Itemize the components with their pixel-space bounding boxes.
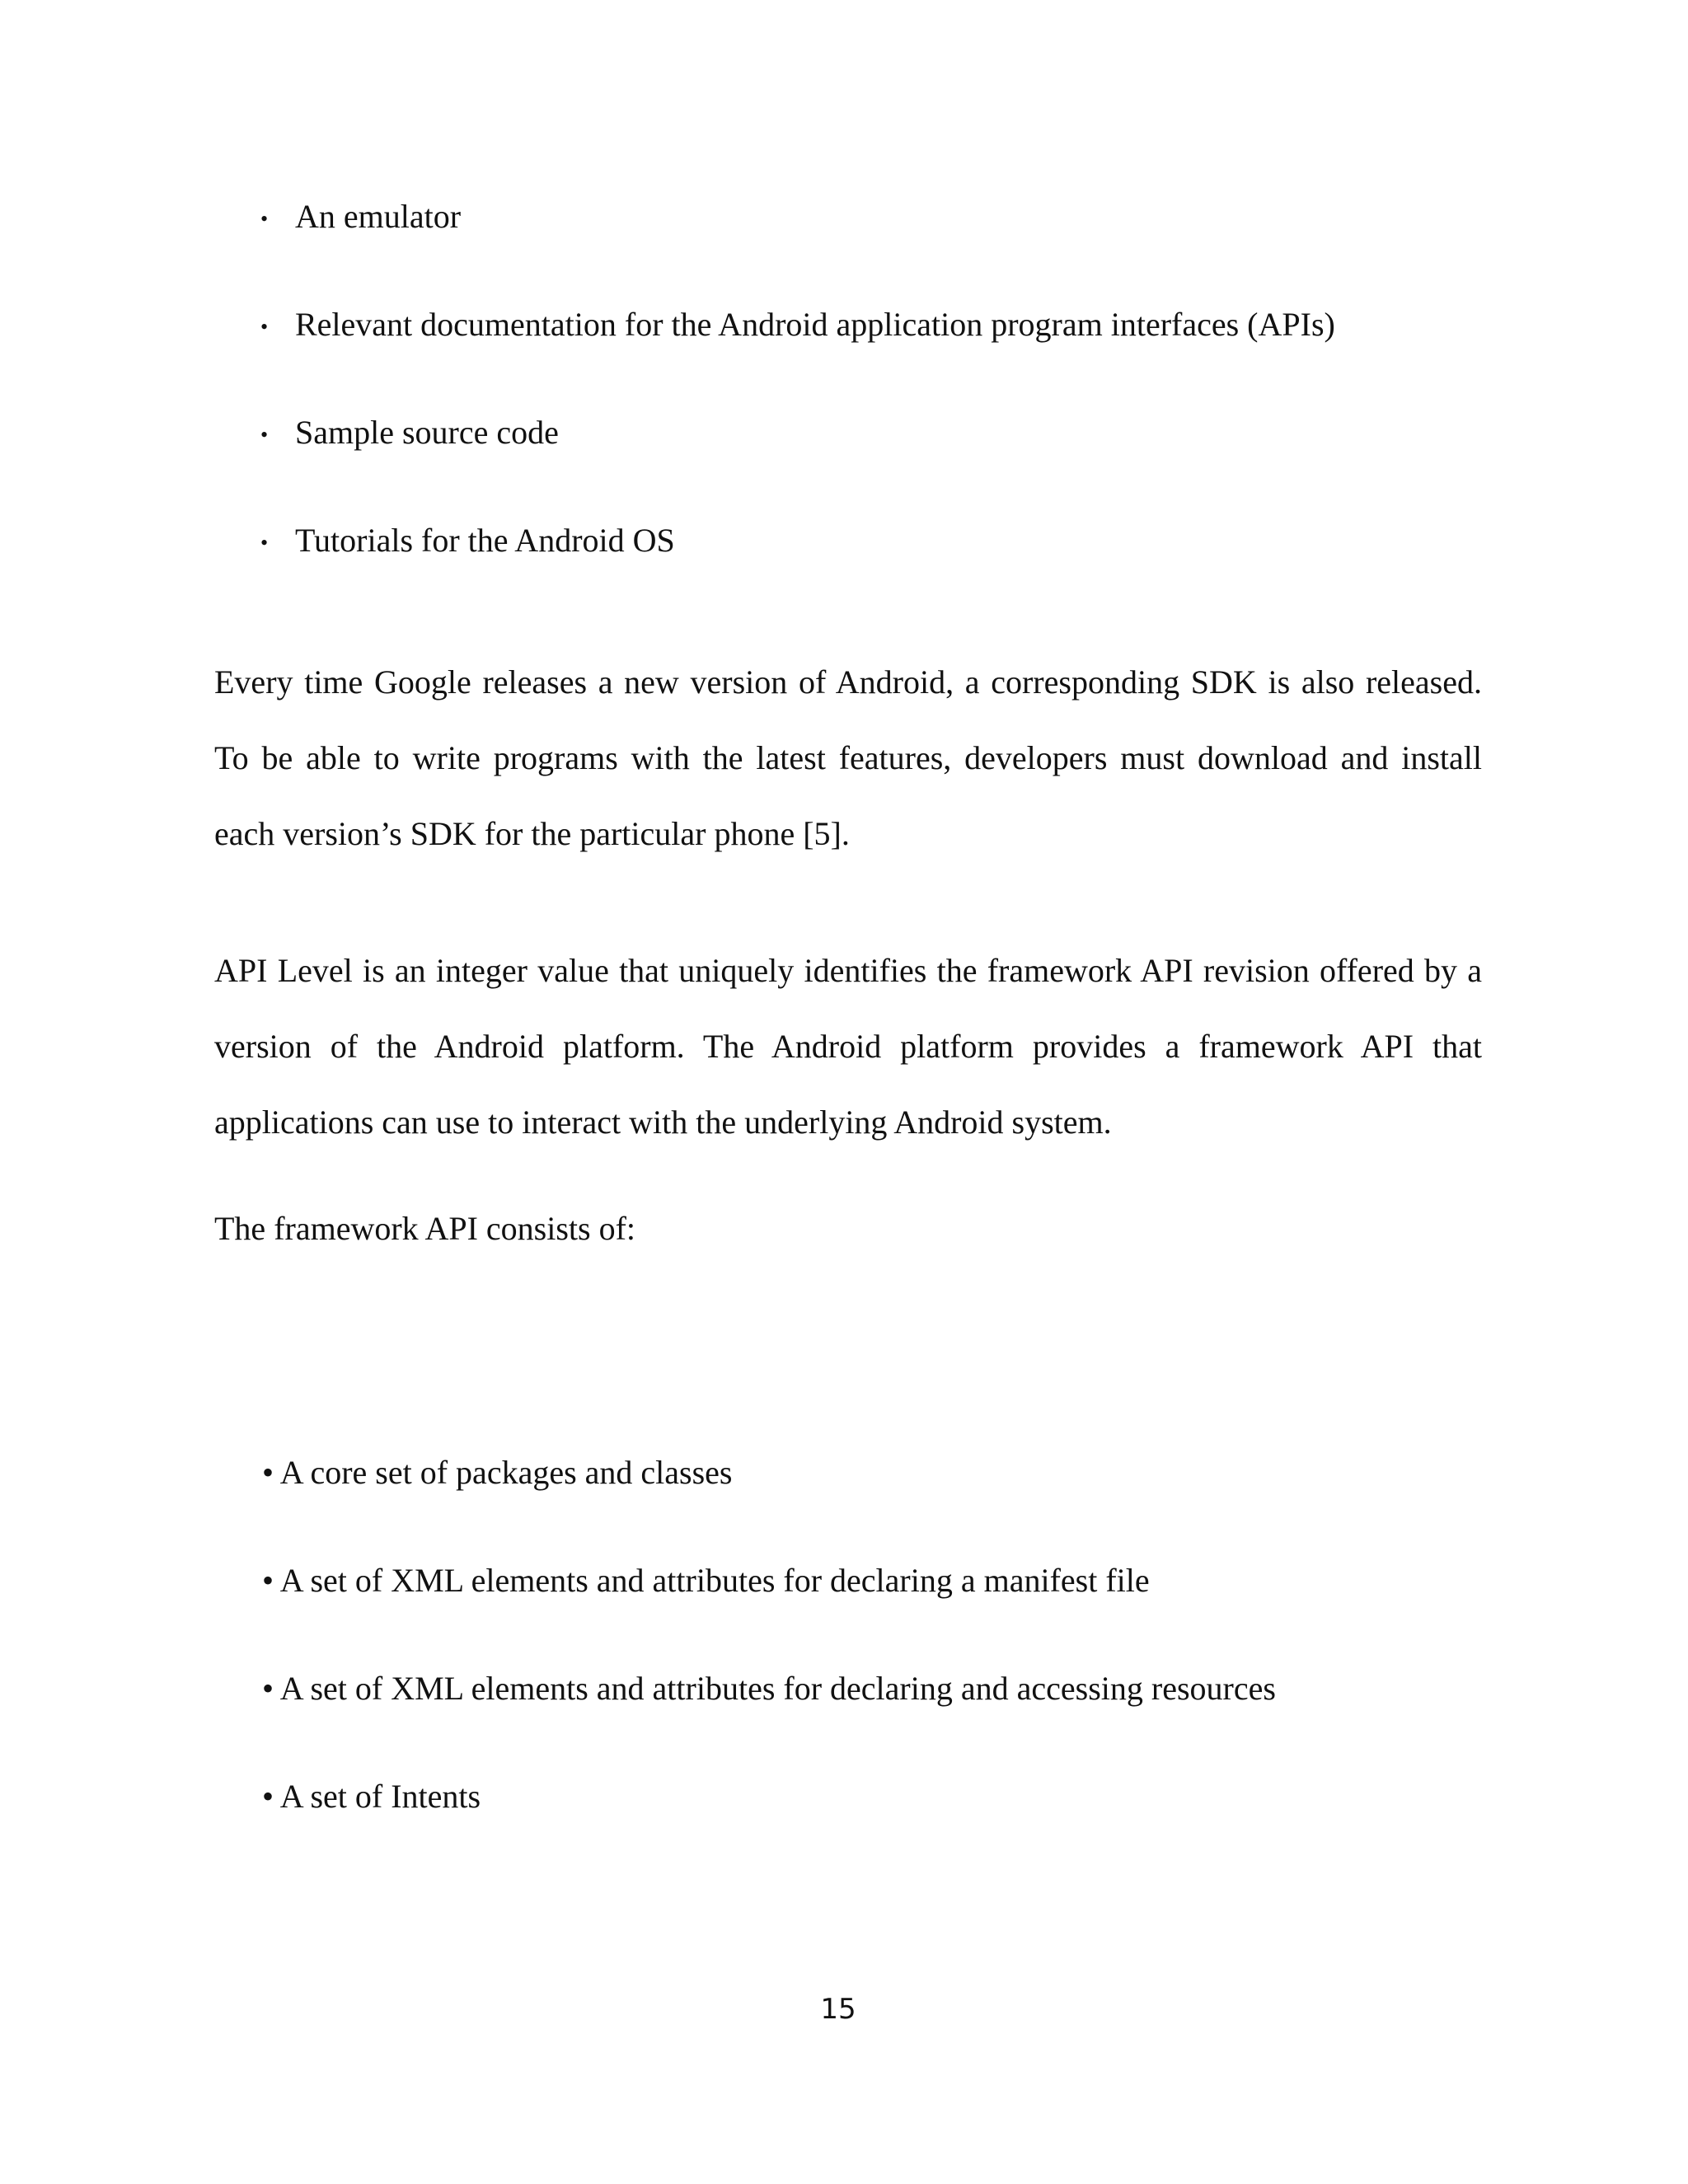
bullet-marker: • — [260, 423, 269, 447]
list-item: Relevant documentation for the Android application program interfaces (APIs) — [295, 306, 1335, 343]
paragraph-line: each version’s SDK for the particular phone [5]. — [214, 815, 850, 852]
paragraph-line: applications can use to interact with the underlying Android system. — [214, 1104, 1112, 1141]
list-item: Sample source code — [295, 414, 559, 451]
framework-intro: The framework API consists of: — [214, 1210, 636, 1247]
paragraph-line: version of the Android platform. The Android platform provides a framework API that — [214, 1028, 1482, 1065]
page-number: 15 — [820, 1993, 856, 2026]
list-item: • A set of XML elements and attributes for declaring and accessing resources — [262, 1670, 1276, 1707]
paragraph-api-level — [214, 933, 1482, 1160]
list-item: An emulator — [295, 198, 462, 235]
list-item: • A set of XML elements and attributes for declaring a manifest file — [262, 1562, 1150, 1599]
bullet-marker: • — [260, 315, 269, 339]
bullet-marker: • — [260, 207, 269, 231]
paragraph-line: To be able to write programs with the latest features, developers must download and install — [214, 739, 1482, 776]
bullet-marker: • — [260, 531, 269, 555]
list-item: • A set of Intents — [262, 1778, 481, 1815]
paragraph-sdk-releases — [214, 644, 1482, 872]
list-item: Tutorials for the Android OS — [295, 522, 675, 559]
list-item: • A core set of packages and classes — [262, 1454, 733, 1491]
paragraph-line: API Level is an integer value that uniquely identifies the framework API revision offered by a — [214, 952, 1482, 989]
paragraph-line: Every time Google releases a new version of Android, a corresponding SDK is also released. — [214, 663, 1482, 701]
